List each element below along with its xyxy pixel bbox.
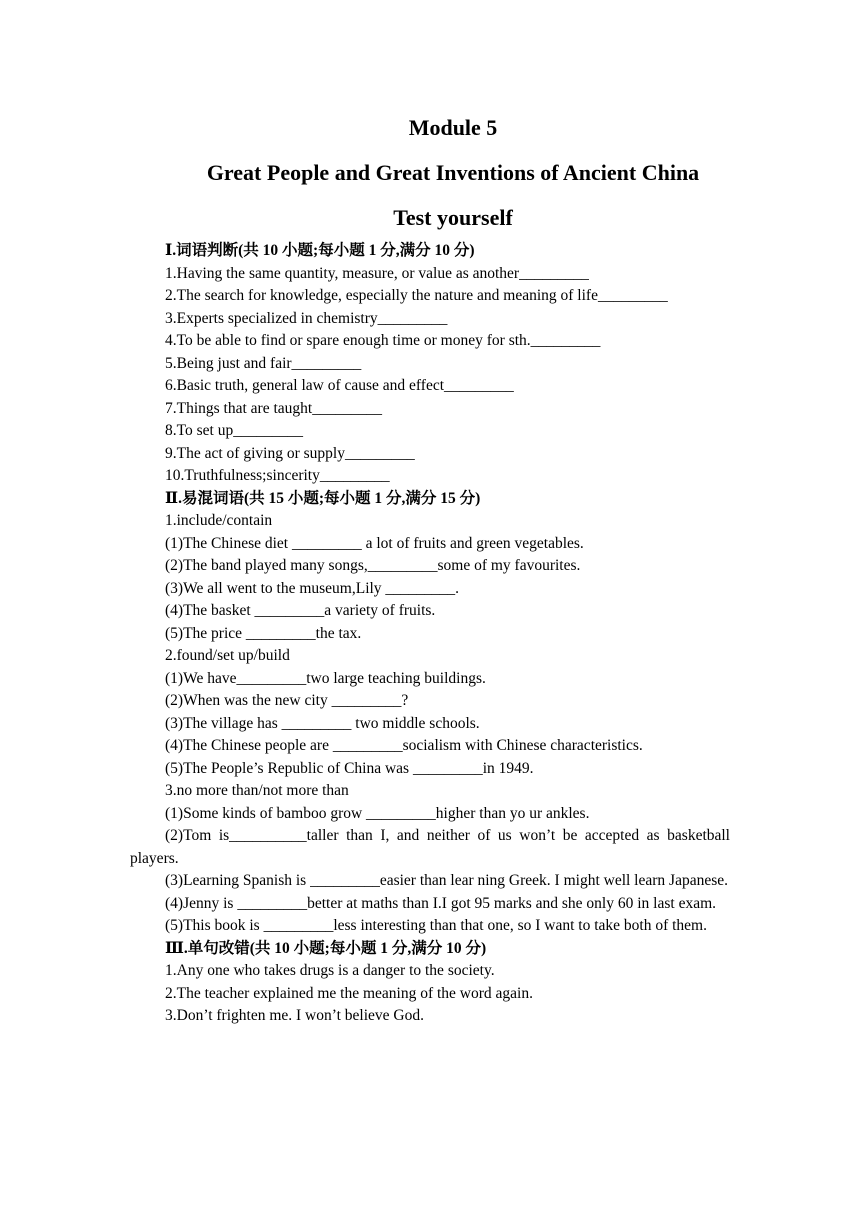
question-item: (4)The basket _________a variety of fruits. [165,602,436,619]
correction-item: 3.Don’t frighten me. I won’t believe God. [165,1007,424,1024]
question-item: (2)The band played many songs,_________some of my favourites. [165,557,581,574]
vocab-item: 3.Experts specialized in chemistry_________ [165,309,448,327]
section-heading-2: Ⅱ.易混词语(共 15 小题;每小题 1 分,满分 15 分) [165,489,481,507]
vocab-item: 1.Having the same quantity, measure, or value as another_________ [165,264,589,282]
question-item: (2)Tom is__________taller than I, and neither of us won’t be accepted as basketball players. [130,827,730,867]
word-group-title: 3.no more than/not more than [165,782,349,799]
question-item: (4)Jenny is _________better at maths than I.I got 95 marks and she only 60 in last exam. [165,894,717,912]
question-item: (3)The village has _________ two middle schools. [165,714,480,732]
question-item: (1)The Chinese diet _________ a lot of fruits and green vegetables. [165,534,584,552]
question-item: (2)When was the new city _________? [165,692,409,709]
word-group-title: 1.include/contain [165,512,273,529]
test-title: Test yourself [393,205,513,230]
vocab-item: 9.The act of giving or supply_________ [165,444,415,462]
question-item: (4)The Chinese people are _________socialism with Chinese characteristics. [165,737,643,754]
question-item: (1)Some kinds of bamboo grow _________higher than yo ur ankles. [165,804,590,822]
question-item: (5)The price _________the tax. [165,624,362,642]
question-item: (3)We all went to the museum,Lily _________. [165,579,460,597]
question-item: (5)The People’s Republic of China was _________in 1949. [165,759,534,777]
vocab-item: 5.Being just and fair_________ [165,354,362,372]
document-body [130,240,730,1028]
vocab-item: 6.Basic truth, general law of cause and effect_________ [165,377,514,394]
module-title: Module 5 [408,115,498,140]
question-item: (3)Learning Spanish is _________easier than lear ning Greek. I might well learn Japanese. [165,872,728,889]
section-heading-3: Ⅲ.单句改错(共 10 小题;每小题 1 分,满分 10 分) [165,939,487,957]
vocab-item: 10.Truthfulness;sincerity_________ [165,467,390,484]
word-group-title: 2.found/set up/build [165,647,290,664]
question-item: (5)This book is _________less interesting than that one, so I want to take both of them. [165,917,707,934]
unit-subtitle: Great People and Great Inventions of Ancient China [206,160,700,185]
vocab-item: 7.Things that are taught_________ [165,399,382,417]
section-heading-1: Ⅰ.词语判断(共 10 小题;每小题 1 分,满分 10 分) [165,242,475,259]
vocab-item: 4.To be able to find or spare enough time or money for sth._________ [165,332,601,349]
vocab-item: 2.The search for knowledge, especially the nature and meaning of life_________ [165,287,668,304]
correction-item: 1.Any one who takes drugs is a danger to the society. [165,962,495,979]
correction-item: 2.The teacher explained me the meaning of the word again. [165,984,533,1002]
vocab-item: 8.To set up_________ [165,422,303,439]
question-item: (1)We have_________two large teaching buildings. [165,669,486,687]
